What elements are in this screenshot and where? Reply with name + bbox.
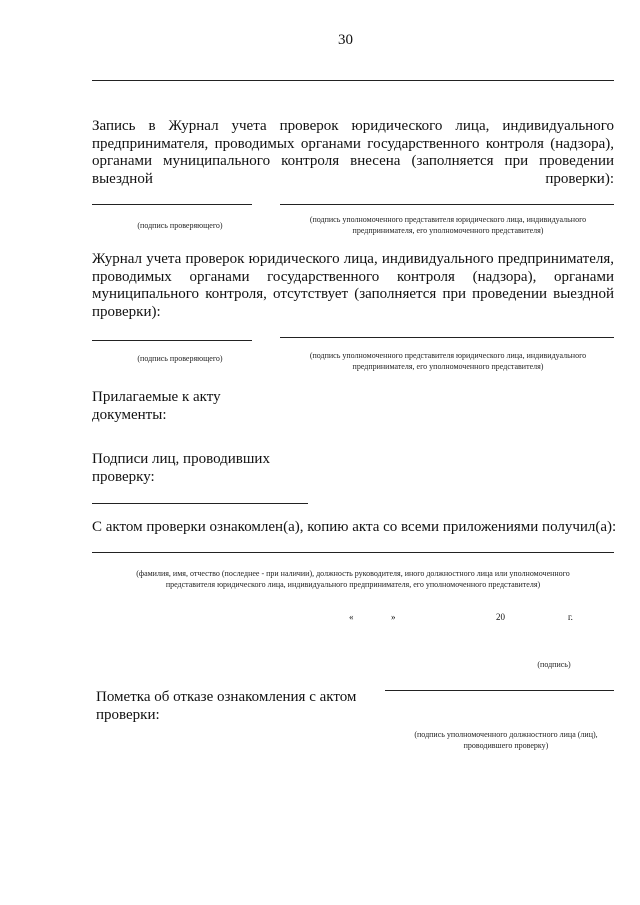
page-number: 30 xyxy=(338,32,353,48)
acquainted-name-caption: (фамилия, имя, отчество (последнее - при наличии), должность руководителя, иного должностного лица или уполномоченного представителя юридического лица, индивидуального предпринимателя, его уполномоченного представителя) xyxy=(136,569,570,589)
inspector-signature-caption-2: (подпись проверяющего) xyxy=(137,354,223,363)
inspector-signature-line-1 xyxy=(92,204,252,205)
header-rule xyxy=(92,80,614,81)
representative-signature-caption-1: (подпись уполномоченного представителя юридического лица, индивидуального предпринимателя, его уполномоченного представителя) xyxy=(309,215,587,235)
inspectors-signatures-label: Подписи лиц, проводивших проверку: xyxy=(92,451,270,485)
inspector-signature-caption-1: (подпись проверяющего) xyxy=(137,221,223,230)
acquainted-statement: С актом проверки ознакомлен(а), копию акта со всеми приложениями получил(а): xyxy=(92,519,617,535)
representative-signature-line-2 xyxy=(280,337,614,338)
acquainted-signature-caption: (подпись) xyxy=(537,660,571,669)
representative-signature-line-1 xyxy=(280,204,614,205)
refusal-signature-line xyxy=(385,690,614,691)
refusal-note-label: Пометка об отказе ознакомления с актом проверки: xyxy=(96,689,357,723)
refusal-signature-caption: (подпись уполномоченного должностного лица (лиц), проводившего проверку) xyxy=(414,730,598,750)
date-year-prefix: 20 xyxy=(496,612,505,622)
date-year-suffix: г. xyxy=(568,612,573,622)
representative-signature-caption-2: (подпись уполномоченного представителя юридического лица, индивидуального предпринимателя, его уполномоченного представителя) xyxy=(309,351,587,371)
inspector-signature-line-2 xyxy=(92,340,252,341)
attached-documents-label: Прилагаемые к акту документы: xyxy=(92,389,221,423)
acquainted-name-line xyxy=(92,552,614,553)
date-quote-close: » xyxy=(391,612,396,622)
journal-absent-text: Журнал учета проверок юридического лица, индивидуального предпринимателя, проводимых органами государственного контроля (надзора), органами муниципального контроля, отсутствует (заполняется при проведении выездной проверки): xyxy=(92,251,614,320)
journal-entry-text: Запись в Журнал учета проверок юридического лица, индивидуального предпринимателя, проводимых органами государственного контроля (надзора), органами муниципального контроля внесена (заполняется при проведении выездной проверки): xyxy=(92,118,614,187)
inspectors-signature-line xyxy=(92,503,308,504)
date-quote-open: « xyxy=(349,612,354,622)
